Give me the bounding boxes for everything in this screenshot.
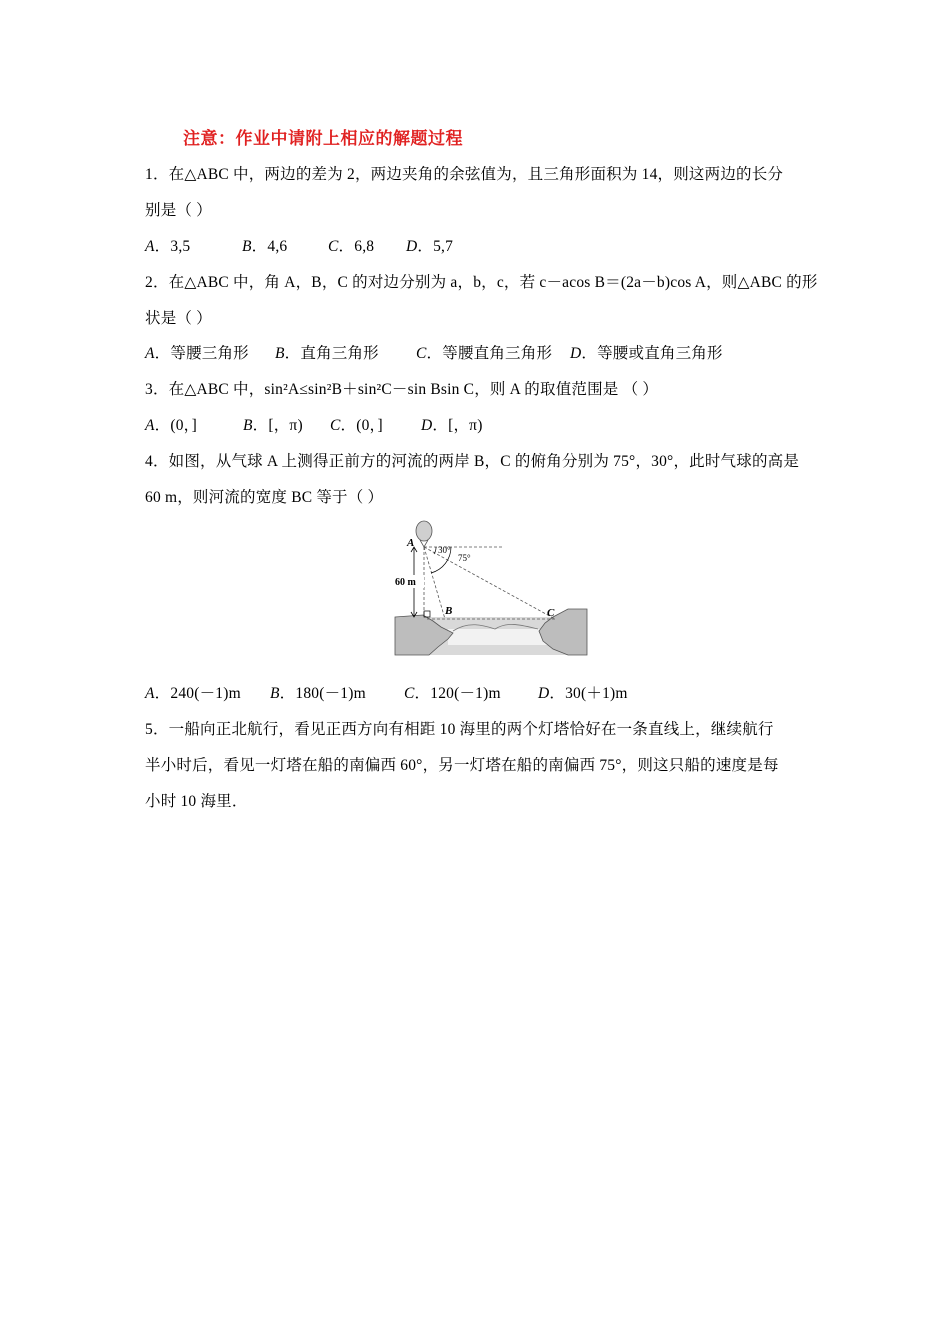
- q3-option-c: C．(0，]: [330, 417, 383, 434]
- q2-options: [145, 341, 723, 363]
- label-c: C: [547, 607, 555, 619]
- q2-text-line1: 2．在△ABC 中，角 A，B，C 的对边分别为 a，b，c，若 c－acos B＝(2a－b)cos A，则△ABC 的形: [145, 274, 818, 291]
- q3-option-d: D．[，π): [421, 417, 483, 434]
- angle-arc-30: [434, 547, 436, 554]
- q5-text-line1: 5．一船向正北航行，看见正西方向有相距 10 海里的两个灯塔恰好在一条直线上，继续航行: [145, 721, 774, 738]
- q5-text-line3: 小时 10 海里．: [145, 793, 248, 810]
- height-label: 60 m: [395, 577, 416, 588]
- q2-option-a: A．等腰三角形: [145, 345, 249, 362]
- q3-text-line1: 3．在△ABC 中，sin²A≤sin²B＋sin²C－sin Bsin C，则 A 的取值范围是 （ ）: [145, 381, 659, 398]
- q5-text-line2: 半小时后，看见一灯塔在船的南偏西 60°，另一灯塔在船的南偏西 75°，则这只船的速度是每: [145, 757, 779, 774]
- notice-heading: 注意：作业中请附上相应的解题过程: [183, 129, 463, 149]
- q4-option-b: B．180(－1)m: [270, 685, 366, 702]
- q1-text-line1: 1．在△ABC 中，两边的差为 2，两边夹角的余弦值为，且三角形面积为 14，则这两边的长分: [145, 166, 784, 183]
- q1-text-line2: 别是（ ）: [145, 202, 212, 219]
- q4-option-c: C．120(－1)m: [404, 685, 501, 702]
- q3-option-b: B．[，π): [243, 417, 303, 434]
- q1-option-c: C．6,8: [328, 238, 375, 255]
- q3-option-a: A．(0，]: [145, 417, 197, 434]
- q1-options: [145, 234, 453, 256]
- q4-options: [145, 681, 628, 703]
- q3-options: [145, 413, 483, 435]
- q4-text-line2: 60 m，则河流的宽度 BC 等于（ ）: [145, 489, 384, 506]
- balloon-river-diagram: [393, 517, 589, 657]
- q2-text-line2: 状是（ ）: [145, 310, 212, 327]
- angle-label-75: 75°: [458, 553, 471, 563]
- q1-option-d: D．5,7: [406, 238, 454, 255]
- q1-option-b: B．4,6: [242, 238, 288, 255]
- angle-label-30: 30°: [438, 545, 451, 555]
- q2-option-d: D．等腰或直角三角形: [570, 345, 723, 362]
- sightline-to-b: [424, 547, 445, 619]
- label-b: B: [445, 605, 453, 617]
- balloon-icon: [416, 521, 432, 541]
- balloon-river-figure: [393, 517, 589, 657]
- q4-text-line1: 4．如图，从气球 A 上测得正前方的河流的两岸 B，C 的俯角分别为 75°，30°，此时气球的高是: [145, 453, 800, 470]
- q4-option-d: D．30(＋1)m: [538, 685, 628, 702]
- label-a: A: [407, 537, 415, 549]
- q2-option-b: B．直角三角形: [275, 345, 379, 362]
- q4-option-a: A．240(－1)m: [145, 685, 241, 702]
- q1-option-a: A．3,5: [145, 238, 191, 255]
- sightline-to-c: [424, 547, 555, 619]
- q2-option-c: C．等腰直角三角形: [416, 345, 553, 362]
